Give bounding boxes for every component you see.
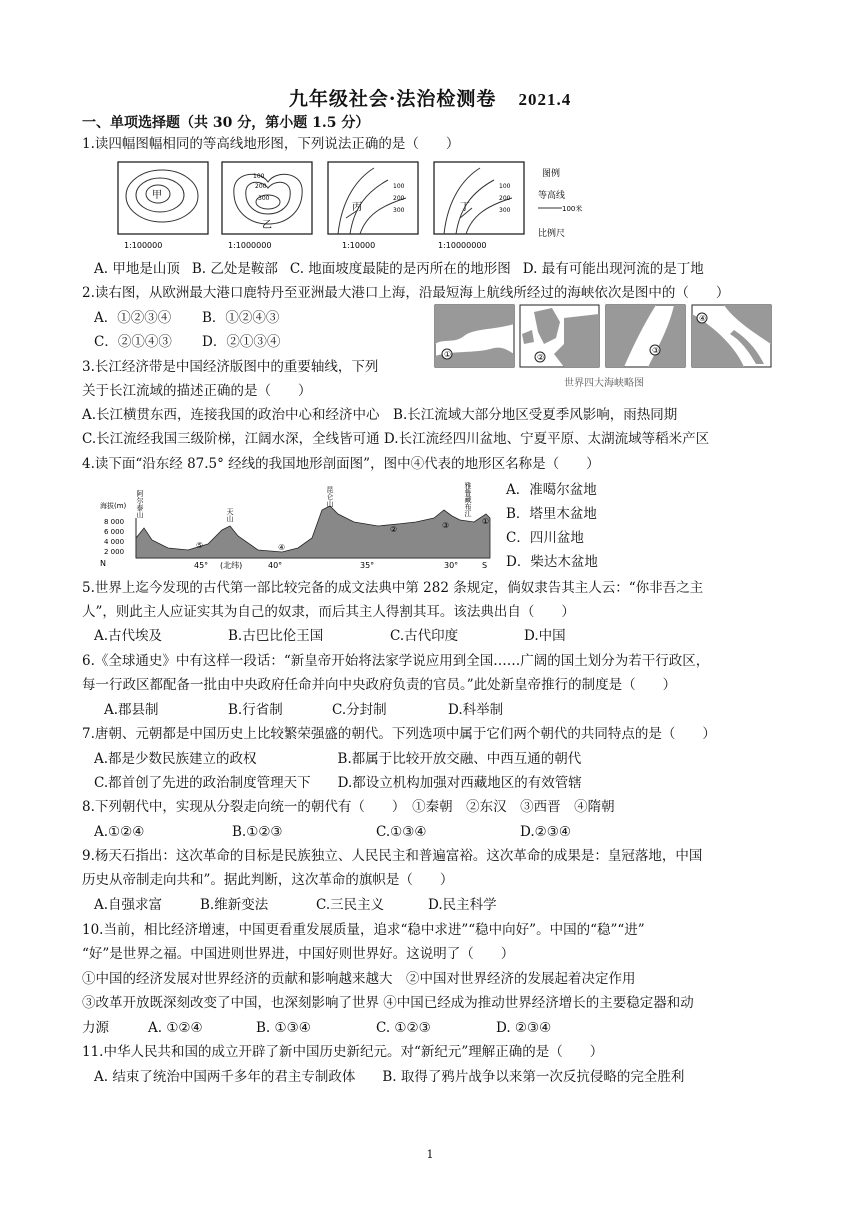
strait-map-4 [692, 305, 771, 367]
q10-option-c[interactable]: C. ①②③ [376, 1020, 431, 1036]
strait-map-1 [435, 305, 514, 367]
xtick-45: 45° [194, 561, 209, 570]
q2-options-cd [94, 332, 280, 352]
region-1: ① [482, 517, 490, 526]
q8-option-a[interactable]: A.①②④ [94, 824, 145, 840]
map-label-ding: 丁 [460, 202, 470, 213]
region-5: ⑤ [196, 541, 204, 550]
q5-stem-1: 5.世界上迄今发现的古代第一部比较完备的成文法典中第 282 条规定，倘奴隶告其主人云：“你非吾之主 [82, 580, 704, 596]
terrain-profile [98, 478, 498, 570]
q9-option-b[interactable]: B.维新变法 [200, 897, 269, 913]
q5-option-a[interactable]: A.古代埃及 [94, 628, 163, 644]
q6-stem-2: 每一行政区都配备一批由中央政府任命并向中央政府负责的官员。”此处新皇帝推行的制度是（ ） [82, 677, 677, 693]
q2-options-ab [94, 308, 279, 328]
q10-statement-3-4: ③改革开放既深刻改变了中国，也深刻影响了世界 ④中国已经成为推动世界经济增长的主要稳定器和动 [82, 995, 694, 1011]
q4-option-a[interactable]: A．准噶尔盆地 [506, 482, 597, 498]
contour-map-4 [434, 162, 524, 250]
q10-option-d[interactable]: D. ②③④ [496, 1020, 552, 1036]
profile-ylabel: 海拔(m) [100, 502, 127, 510]
exam-title [0, 84, 860, 111]
contour-300: 300 [258, 195, 270, 202]
q9-option-a[interactable]: A.自强求富 [94, 897, 163, 913]
q6-option-a[interactable]: A.郡县制 [104, 702, 159, 718]
q9-options [94, 895, 497, 915]
q4-option-d[interactable]: D．柴达木盆地 [506, 554, 598, 570]
strait-maps [434, 304, 774, 392]
ytick-2000: 2 000 [104, 548, 125, 556]
map-label-jia: 甲 [152, 190, 162, 201]
peak-kunlun: 昆仑山 [326, 486, 334, 507]
q10-statement-1-2: ①中国的经济发展对世界经济的贡献和影响越来越大 ②中国对世界经济的发展起着决定作用 [82, 971, 636, 987]
q2-option-c[interactable]: C．②①④③ [94, 334, 172, 350]
q6-stem-1: 6.《全球通史》中有这样一段话：“新皇帝开始将法家学说应用到全国……广阔的国土划分为若干行政区， [82, 653, 710, 669]
region-3: ③ [442, 521, 450, 530]
q10-statement-cont: 力源 [82, 1020, 109, 1036]
contour-legend [538, 167, 582, 239]
contour-label: 300 [393, 207, 405, 214]
map-scale-1: 1:100000 [124, 241, 163, 250]
strait-num-2: ② [537, 353, 545, 362]
legend-scale: 比例尺 [538, 229, 566, 239]
contour-map-1 [118, 162, 208, 250]
contour-label: 100 [393, 183, 405, 190]
peak-altai: 阿尔泰山 [136, 490, 144, 518]
q4-option-c[interactable]: C．四川盆地 [506, 530, 584, 546]
q9-option-d[interactable]: D.民主科学 [428, 897, 497, 913]
peak-tianshan: 天山 [226, 508, 234, 522]
map-scale-2: 1:1000000 [228, 241, 272, 250]
q1-options [94, 259, 704, 279]
q11-options-ab[interactable]: A. 结束了统治中国两千多年的君主专制政体 B. 取得了鸦片战争以来第一次反抗侵略的完全胜利 [94, 1069, 685, 1085]
contour-200: 200 [255, 183, 267, 190]
q2-option-d[interactable]: D．②①③④ [202, 334, 281, 350]
page-number: 1 [426, 1148, 434, 1161]
q3-stem-2: 关于长江流域的描述正确的是（ ） [82, 383, 312, 399]
xtick-40: 40° [268, 561, 283, 570]
q1-option-d[interactable]: D. 最有可能出现河流的是丁地 [522, 261, 704, 277]
peak-yarlung: 雅鲁藏布江 [464, 482, 472, 517]
title-text: 九年级社会·法治检测卷 [288, 88, 497, 110]
q5-options [94, 626, 566, 646]
xtick-lat: (北纬) [220, 561, 243, 570]
q8-option-c[interactable]: C.①③④ [376, 824, 427, 840]
q3-options-ab[interactable]: A.长江横贯东西，连接我国的政治中心和经济中心 B.长江流域大部分地区受夏季风影响，雨热同期 [82, 407, 678, 423]
q10-stem-1: 10.当前，相比经济增速，中国更看重发展质量，追求“稳中求进”“稳中向好”。中国的“稳”“进” [82, 922, 645, 938]
q8-option-d[interactable]: D.②③④ [520, 824, 571, 840]
strait-num-3: ③ [652, 346, 660, 355]
q6-option-c[interactable]: C.分封制 [332, 702, 387, 718]
ytick-4000: 4 000 [104, 538, 125, 546]
legend-contour: 等高线 [538, 191, 566, 201]
q8-option-b[interactable]: B.①②③ [232, 824, 283, 840]
q3-options-cd[interactable]: C.长江流经我国三级阶梯，江阔水深，全线皆可通 D.长江流经四川盆地、宁夏平原、太湖流域等稻米产区 [82, 431, 710, 447]
q6-options [104, 700, 503, 720]
q9-stem-2: 历史从帝制走向共和”。据此判断，这次革命的旗帜是（ ） [82, 872, 454, 888]
q9-option-c[interactable]: C.三民主义 [316, 897, 385, 913]
xtick-35: 35° [360, 561, 375, 570]
q10-option-b[interactable]: B. ①③④ [256, 1020, 311, 1036]
end-north: N [100, 559, 106, 568]
map-label-yi: 乙 [262, 220, 272, 231]
strait-num-1: ① [444, 350, 452, 359]
contour-label: 200 [499, 195, 511, 202]
region-4: ④ [278, 543, 286, 552]
q7-options-cd[interactable]: C.都首创了先进的政治制度管理天下 D.都设立机构加强对西藏地区的有效管辖 [94, 775, 582, 791]
q6-option-d[interactable]: D.科举制 [448, 702, 504, 718]
q5-stem-2: 人”，则此主人应证实其为自己的奴隶，而后其主人得割其耳。该法典出自（ ） [82, 604, 575, 620]
q5-option-c[interactable]: C.古代印度 [390, 628, 459, 644]
region-2: ② [390, 525, 398, 534]
q10-option-a[interactable]: A. ①②④ [148, 1020, 203, 1036]
contour-map-3 [328, 162, 418, 250]
q6-option-b[interactable]: B.行省制 [228, 702, 283, 718]
q5-option-b[interactable]: B.古巴比伦王国 [228, 628, 324, 644]
q5-option-d[interactable]: D.中国 [524, 628, 566, 644]
q8-stem: 8.下列朝代中，实现从分裂走向统一的朝代有（ ） ①秦朝 ②东汉 ③西晋 ④隋朝 [82, 799, 615, 815]
q1-option-c[interactable]: C. 地面坡度最陡的是丙所在的地形图 [289, 261, 511, 277]
strait-map-caption: 世界四大海峡略图 [564, 378, 644, 389]
q2-stem: 2.读右图，从欧洲最大港口鹿特丹至亚洲最大港口上海，沿最短海上航线所经过的海峡依次是图中的（ ） [82, 285, 730, 301]
exam-year: 2021.4 [518, 90, 572, 109]
q11-stem: 11.中华人民共和国的成立开辟了新中国历史新纪元。对“新纪元”理解正确的是（ ） [82, 1044, 604, 1060]
strait-num-4: ④ [699, 314, 707, 323]
map-scale-3: 1:10000 [342, 241, 376, 250]
ytick-8000: 8 000 [104, 518, 125, 526]
legend-unit: 100米 [562, 205, 583, 213]
contour-map-2 [222, 162, 312, 250]
contour-label: 300 [499, 207, 511, 214]
map-label-bing: 丙 [352, 202, 362, 213]
q1-contour-maps [110, 158, 590, 258]
q2-option-b[interactable]: B．①②④③ [202, 310, 280, 326]
xtick-30: 30° [444, 561, 459, 570]
section-heading: 一、单项选择题（共 30 分，第小题 1.5 分） [82, 115, 370, 131]
q10-options-line [82, 1018, 551, 1038]
q4-stem: 4.读下面“沿东经 87.5° 经线的我国地形剖面图”，图中④代表的地形区名称是（ ） [82, 456, 600, 472]
q4-option-b[interactable]: B．塔里木盆地 [506, 506, 597, 522]
q10-stem-2: “好”是世界之福。中国进则世界进，中国好则世界好。这说明了（ ） [82, 946, 515, 962]
q7-options-ab[interactable]: A.都是少数民族建立的政权 B.都属于比较开放交融、中西互通的朝代 [94, 751, 582, 767]
strait-map-3 [606, 305, 685, 367]
q8-options [94, 822, 571, 842]
end-south: S [482, 561, 488, 570]
map-scale-4: 1:10000000 [438, 241, 487, 250]
q2-option-a[interactable]: A．①②③④ [94, 310, 172, 326]
ytick-6000: 6 000 [104, 528, 125, 536]
q1-option-a[interactable]: A. 甲地是山顶 [94, 261, 180, 277]
strait-map-2 [520, 305, 599, 367]
contour-100: 100 [253, 173, 265, 180]
q1-stem: 1.读四幅图幅相同的等高线地形图，下列说法正确的是（ ） [82, 136, 460, 152]
contour-label: 200 [393, 195, 405, 202]
q1-option-b[interactable]: B. 乙处是鞍部 [191, 261, 278, 277]
legend-title: 图例 [542, 169, 561, 179]
q9-stem-1: 9.杨天石指出：这次革命的目标是民族独立、人民民主和普遍富裕。这次革命的成果是：皇冠落地，中国 [82, 848, 703, 864]
q3-stem-1: 3.长江经济带是中国经济版图中的重要轴线，下列 [82, 359, 379, 375]
q7-stem: 7.唐朝、元朝都是中国历史上比较繁荣强盛的朝代。下列选项中属于它们两个朝代的共同特点的是（ ） [82, 726, 716, 742]
contour-label: 100 [499, 183, 511, 190]
